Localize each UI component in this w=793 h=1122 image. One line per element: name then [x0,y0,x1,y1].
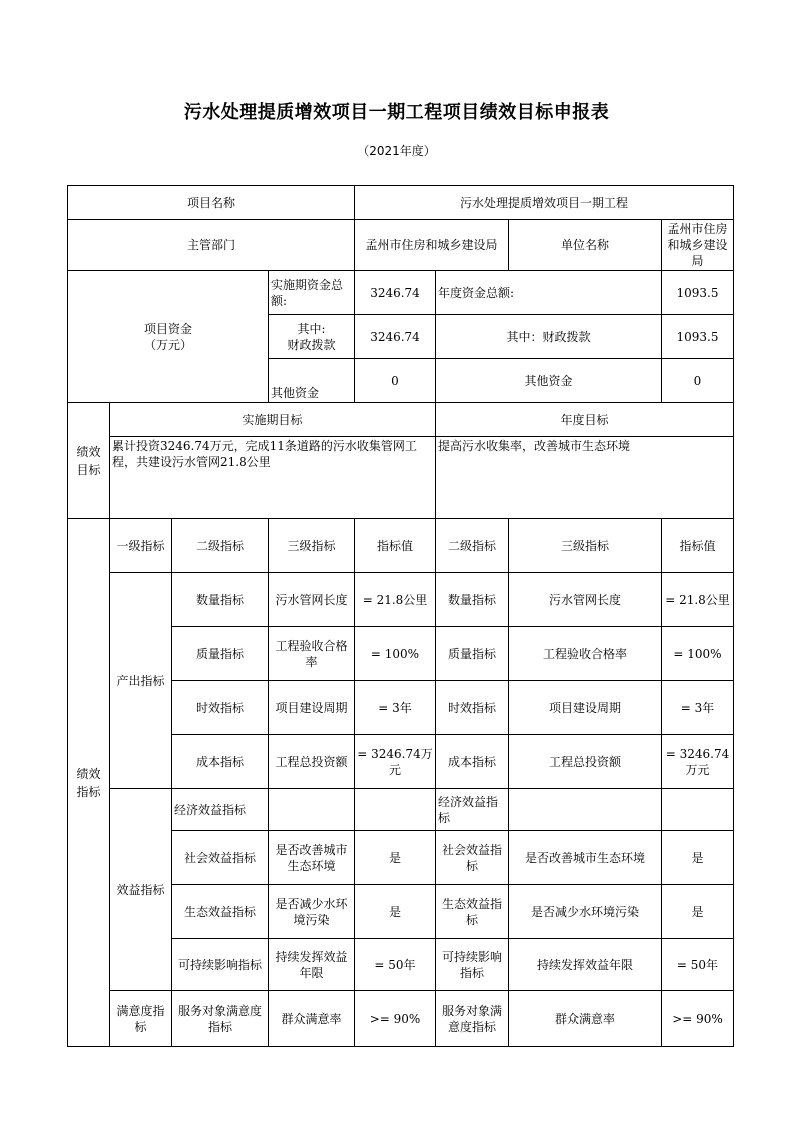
level2-cell: 时效指标 [172,681,269,735]
year-goal-text: 提高污水收集率，改善城市生态环境 [436,437,734,519]
level2-year-cell: 时效指标 [436,681,509,735]
value-cell: = 3年 [355,681,436,735]
header-level2-year: 二级指标 [436,519,509,573]
dept-label: 主管部门 [68,220,355,271]
value-cell: = 3246.74万元 [355,735,436,789]
level2-cell: 经济效益指标 [172,789,269,831]
unit-value: 孟州市住房和城乡建设局 [662,220,734,271]
header-level3-year: 三级指标 [509,519,662,573]
row-goals-header [68,403,734,437]
row-project-name [68,186,734,220]
value-cell [355,789,436,831]
level2-year-cell: 质量指标 [436,627,509,681]
level3-cell: 是否改善城市生态环境 [269,831,355,885]
table-row [68,789,734,831]
year-other-label: 其他资金 [436,359,662,403]
year-total-label: 年度资金总额: [436,271,662,315]
level2-year-cell: 生态效益指标 [436,885,509,939]
impl-goal-text: 累计投资3246.74万元，完成11条道路的污水收集管网工程，共建设污水管网21.8公里 [110,437,436,519]
level2-cell: 服务对象满意度指标 [172,991,269,1047]
header-level1: 一级指标 [110,519,172,573]
level2-year-cell: 服务对象满意度指标 [436,991,509,1047]
table-row [68,991,734,1047]
year-total-value: 1093.5 [662,271,734,315]
value-cell: = 50年 [355,939,436,991]
level3-cell: 项目建设周期 [269,681,355,735]
value-year-cell: >= 90% [662,991,734,1047]
value-cell: = 100% [355,627,436,681]
level3-year-cell: 是否减少水环境污染 [509,885,662,939]
header-value-year: 指标值 [662,519,734,573]
impl-fiscal-label: 其中: 财政拨款 [269,315,355,359]
level3-cell: 群众满意率 [269,991,355,1047]
value-year-cell: = 3246.74万元 [662,735,734,789]
value-year-cell: 是 [662,831,734,885]
header-level3: 三级指标 [269,519,355,573]
level2-cell: 数量指标 [172,573,269,627]
unit-label: 单位名称 [509,220,662,271]
value-year-cell [662,789,734,831]
value-year-cell: = 21.8公里 [662,573,734,627]
level2-year-cell: 可持续影响指标 [436,939,509,991]
level3-year-cell: 是否改善城市生态环境 [509,831,662,885]
dept-value: 孟州市住房和城乡建设局 [355,220,509,271]
year-other-value: 0 [662,359,734,403]
value-year-cell: = 50年 [662,939,734,991]
page-title: 污水处理提质增效项目一期工程项目绩效目标申报表 [183,102,610,123]
indicators-label: 绩效指标 [68,519,110,1047]
level3-year-cell: 污水管网长度 [509,573,662,627]
impl-total-label: 实施期资金总额: [269,271,355,315]
impl-total-value: 3246.74 [355,271,436,315]
satisfaction-label: 满意度指标 [110,991,172,1047]
value-cell: >= 90% [355,991,436,1047]
level2-year-cell: 经济效益指标 [436,789,509,831]
performance-table [67,185,734,1047]
value-year-cell: = 100% [662,627,734,681]
level2-cell: 生态效益指标 [172,885,269,939]
level2-cell: 可持续影响指标 [172,939,269,991]
header-level2: 二级指标 [172,519,269,573]
row-goals-text [68,437,734,519]
level2-cell: 质量指标 [172,627,269,681]
level2-year-cell: 数量指标 [436,573,509,627]
level3-cell: 是否减少水环境污染 [269,885,355,939]
row-dept [68,220,734,271]
level2-cell: 成本指标 [172,735,269,789]
impl-other-value: 0 [355,359,436,403]
level3-cell: 持续发挥效益年限 [269,939,355,991]
value-cell: = 21.8公里 [355,573,436,627]
funds-label: 项目资金 （万元） [68,271,269,403]
report-year: （2021年度） [357,144,436,158]
year-fiscal-label: 其中：财政拨款 [436,315,662,359]
level3-year-cell [509,789,662,831]
level3-cell: 工程总投资额 [269,735,355,789]
level3-year-cell: 工程总投资额 [509,735,662,789]
goals-label: 绩效目标 [68,403,110,519]
value-cell: 是 [355,885,436,939]
benefit-label: 效益指标 [110,789,172,991]
row-funds-total [68,271,734,315]
value-year-cell: 是 [662,885,734,939]
impl-goal-label: 实施期目标 [110,403,436,437]
output-label: 产出指标 [110,573,172,789]
level3-year-cell: 项目建设周期 [509,681,662,735]
value-year-cell: = 3年 [662,681,734,735]
row-indicator-header [68,519,734,573]
level3-cell [269,789,355,831]
level2-cell: 社会效益指标 [172,831,269,885]
impl-other-label: 其他资金 [269,359,355,403]
level3-year-cell: 群众满意率 [509,991,662,1047]
year-fiscal-value: 1093.5 [662,315,734,359]
project-name-label: 项目名称 [68,186,355,220]
project-name-value: 污水处理提质增效项目一期工程 [355,186,734,220]
table-row [68,573,734,627]
level2-year-cell: 成本指标 [436,735,509,789]
header-value: 指标值 [355,519,436,573]
level3-cell: 工程验收合格率 [269,627,355,681]
level3-cell: 污水管网长度 [269,573,355,627]
value-cell: 是 [355,831,436,885]
level3-year-cell: 工程验收合格率 [509,627,662,681]
level3-year-cell: 持续发挥效益年限 [509,939,662,991]
impl-fiscal-value: 3246.74 [355,315,436,359]
year-goal-label: 年度目标 [436,403,734,437]
level2-year-cell: 社会效益指标 [436,831,509,885]
